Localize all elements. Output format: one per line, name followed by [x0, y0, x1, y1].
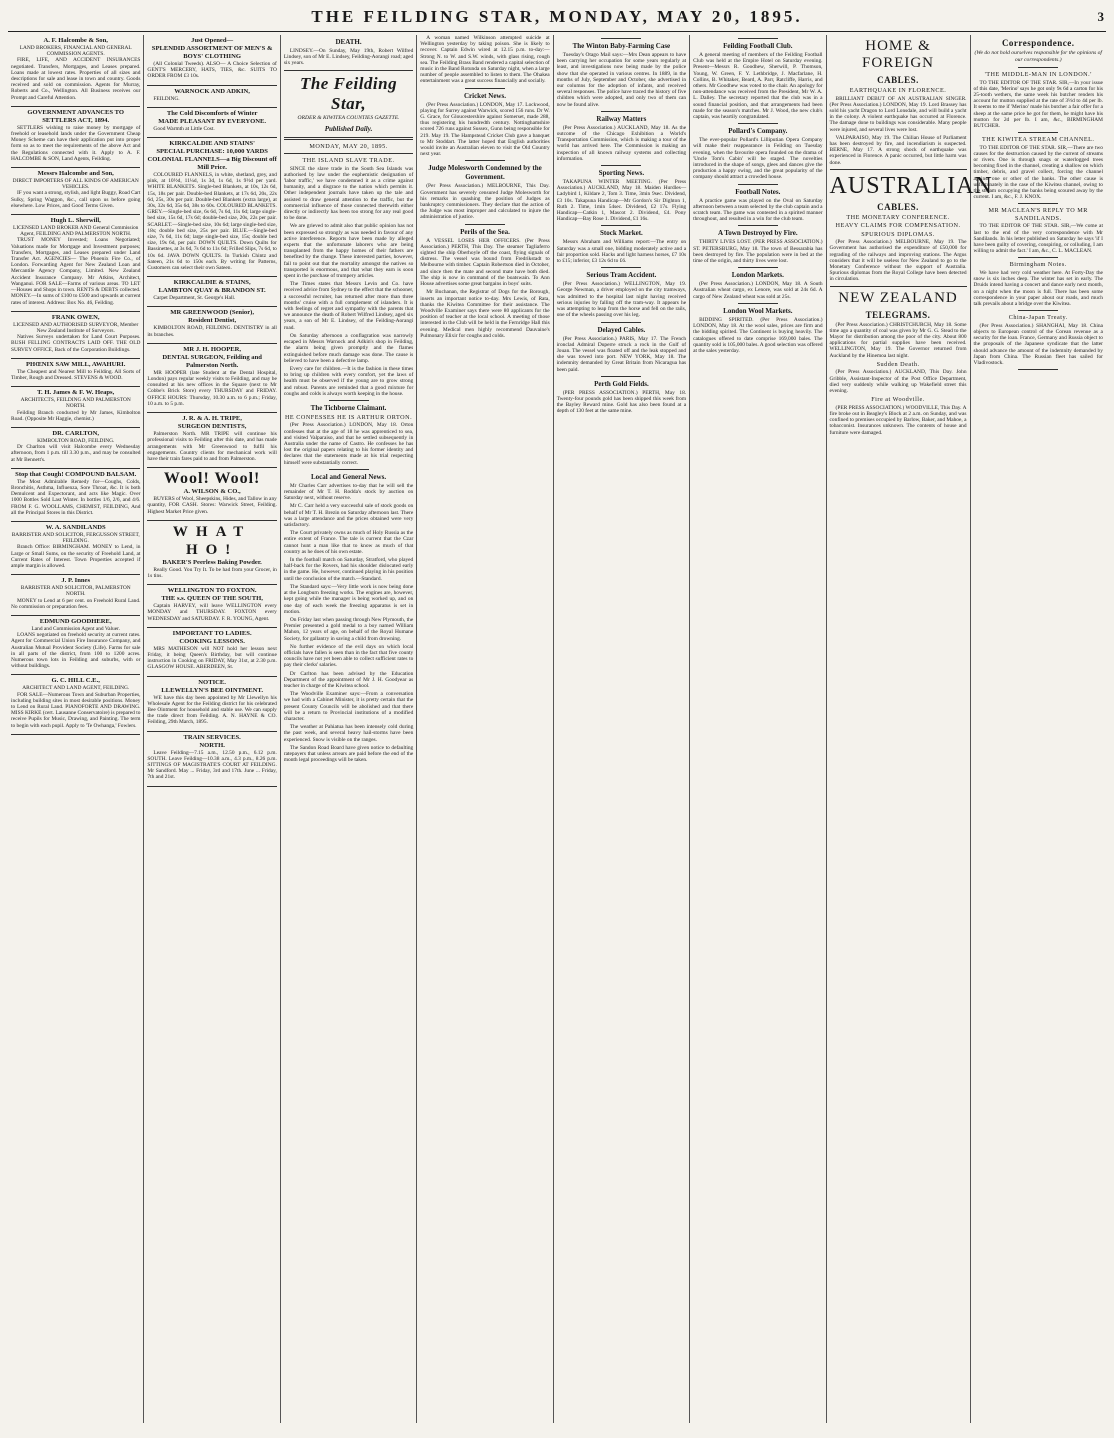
- divider: [601, 225, 641, 226]
- leader-paragraph: The Times states that Messrs Levin and Co. have received advice from Sydney to the effect that the schooner, a successful recruiter, has returned after more than three months' cruise with a full complement of islanders. It is with feelings of regret and sympathy with the parents that we announce the death of Robert Wilfred Lindsey, aged six years, a son of Mr E. Lindsey, of the Feilding-Aorangi road.: [283, 281, 414, 331]
- news-heading: Pollard's Company.: [728, 127, 788, 136]
- ad-body: MRS MATHESON will NOT hold her lesson next Friday, it being Queen's Birthday, but will continue instruction in Cooking on FRIDAY, May 31st, at 2.30 p.m. GLASGOW HOUSE. ABERDEEN, St.: [147, 645, 277, 671]
- news-text: A practice game was played on the Oval on Saturday afternoon between a team selected by the club captain and a scratch team. The game was contested in a spirited manner throughout, and resulted in a win for the club team.: [693, 197, 823, 223]
- home-foreign-heading: HOME & FOREIGN: [862, 38, 935, 71]
- ad-body: COLOURED FLANNELS, in white, shetland, grey, and pink, at 10½d, 11¼d, 1s 3d, 1s 6d, 1s 9½d per yard. WHITE BLANKETS. Single-bed Blankets, at 10s, 12s 6d, 15s, 18s per pair. Double-bed Blankets, at 17s 6d, 20s, 22s 6d, 25s, 30s per pair. Double-bed Blankets (extra large), at 30s, 32s 6d, 35s 6d, 38s to 60s. COLOURED BLANKETS. GREY.—Single-bed size, 6s 6d, 7s 6d, 11s 6d; large single-bed size, 15s 6d, 17s 6d; double-bed size, 20s, 22s per pair. SCARLET.—Single-bed size, 10s 6d; large single-bed size, 18s; double bed size, 25s per pair. BLUE.—Single-bed size, 7s 6d, 11s 6d; large single-bed size, 15s; double bed size, 19s 6d, per pair. DOWN QUILTS. Down Quilts for Bassinettes, at 3s 6d, 7s 6d to 11s 6d; Frilled Slips, 7s 6d, to 10s 6d. JAVA DOWN QUILTS. In Turkish Chintz and Sateen, 21s 6d to 150s each. By writing for Patterns, Customers can select their own Sateen.: [147, 172, 277, 272]
- divider: [738, 303, 778, 304]
- ad-body: BUYERS of Wool, Sheepskins, Hides, and Tallow in any quantity, FOR CASH. Stores: Warwick Street, Feilding. Highest Market Price given.: [147, 496, 277, 515]
- advertisement: [11, 168, 140, 215]
- ad-body: SETTLERS wishing to raise money by mortgage of freehold or leasehold lands under the Government Cheap Money Scheme can have their application put into proper form so as to meet the requirements of the above Act and the Regulations connected with it. Apply to A. F. HALCOMBE & SON, Land Agents, Feilding.: [11, 124, 141, 162]
- ad-subtitle: ARCHITECTS, FEILDING AND PALMERSTON NORTH.: [20, 397, 131, 410]
- local-news-paragraph: The weather at Pahiatua has been intensely cold during the past week, and several heavy hail-storms have been experienced. Snow is visible on the ranges.: [283, 724, 414, 743]
- ad-subtitle: LICENSED AND AUTHORISED SURVEYOR, Member New Zealand Institute of Surveyors.: [13, 321, 139, 334]
- divider: [601, 165, 641, 166]
- divider: [465, 160, 505, 161]
- divider: [284, 137, 413, 140]
- news-heading: Serious Tram Accident.: [586, 271, 657, 280]
- news-text: (Per Press Association.) WELLINGTON, May 19. George Newman, a driver employed on the city tramways, was admitted to the hospital last night having received serious injuries by falling off the tram-way. It appears he was attempting to leap from the horse and fell on the rails, one of the wheels passing over his leg.: [556, 281, 687, 319]
- ad-name: DR. CARLTON,: [52, 429, 100, 437]
- news-heading: Feilding Football Club.: [723, 42, 793, 50]
- news-text: Mr Buchanan, the Registrar of Dogs for the Borough, inserts an important notice to-day. Mrs Lewis, of Rata, thanks the Kiwitea Committee for their assistance. The Woodville Examiner says there were 80 applicants for the position of teacher at the local school. A meeting of those interested in the Club will be held in the Fernridge Hall this evening. Medical men highly recommend Dauvaine's Pulmonary Elixir for coughs and colds.: [420, 289, 550, 339]
- ad-name: FRANK OWEN,: [51, 313, 100, 321]
- ad-name: SURGEON DENTISTS,: [177, 423, 247, 431]
- ad-body: KIMBOLTON ROAD, FEILDING. DENTISTRY in all its branches.: [147, 325, 277, 338]
- columns: [8, 35, 1106, 1423]
- advertisement: [11, 387, 140, 428]
- letters: [974, 71, 1103, 370]
- advertisement: [11, 675, 140, 734]
- ad-heading: WELLINGTON TO FOXTON.: [167, 587, 257, 595]
- ad-name: THE s.s. QUEEN OF THE SOUTH,: [161, 595, 263, 603]
- cable-text: (Per Press Association.) AUCKLAND, This Day. John Gribble, Assistant-Inspector of the Post Office Department, died very suddenly while walking up Wakefield street this evening.: [829, 369, 967, 394]
- ad-subtitle: Land and Commission Agent and Valuer.: [31, 626, 120, 632]
- ad-body: FIRE, LIFE, AND ACCIDENT INSURANCES negotiated. Transfers, Mortgages, and Leases prepared. Loans made at lowest rates. Properties of all sizes and descriptions for sale and lease in town and country. Goods received and sold on commission. Agents for Murray, Roberts and Co., Wellington. All Business receives our Prompt and Careful Attention.: [11, 57, 141, 101]
- paper-subtitle: ORDER & KIWITEA COUNTIES GAZETTE.: [297, 114, 400, 121]
- ad-body: TRUST MONEY Invested; Loans Negotiated; Valuations made for Mortgage and Investment purposes; Transfers, Mortgages, and Leases prepared under Land Transfer Act. AGENCIES— The Phoenix Fire Co., of London. Forwarding Agent for New Zealand Loan and Mercantile Agency Company, Limited. New Zealand Accident Insurance Company. Mr Atkins, Architect, Wanganui. FOR SALE—Farms of various areas. TO LET—Houses and Shops in town. RENTS & DEBTS collected. MONEY.—In sums of £100 to £500 and upwards at current rates of interest. Address: Box No. 46, Feilding.: [11, 237, 141, 306]
- ad-subtitle: LAND BROKERS, FINANCIAL AND GENERAL COMMISSION AGENTS.: [19, 45, 132, 58]
- ad-body: IF you want a strong, stylish, and light Buggy, Road Cart Sulky, Spring Waggon, &c., call upon us before going elsewhere. Low Prices, and Good Terms Given.: [11, 190, 141, 209]
- masthead: [8, 6, 1106, 32]
- death-notice-heading: DEATH.: [335, 38, 362, 46]
- ad-body: Carpet Department, St. George's Hall.: [153, 295, 236, 302]
- leader-article: [284, 166, 413, 397]
- cable-heading: EARTHQUAKE IN FLORENCE.: [849, 87, 947, 94]
- ad-name: A. F. Halcombe & Son,: [43, 37, 108, 44]
- ad-heading: Wool! Wool!: [163, 470, 261, 488]
- ad-body: Good Warmth at Little Cost.: [153, 125, 215, 132]
- advertisement: [11, 312, 140, 359]
- new-zealand-heading: NEW ZEALAND: [838, 289, 958, 306]
- divider: [284, 153, 413, 154]
- ad-name: G. C. HILL C.E.,: [51, 677, 100, 685]
- ad-subtitle: BARRISTER AND SOLICITOR, PALMERSTON NORTH.: [20, 585, 131, 598]
- ad-body: Leave Feilding—7.15 a.m., 12.50 p.m., 6.12 p.m. SOUTH. Leave Feilding—10.38 a.m., 4.3 p.m., 8.26 p.m. SITTINGS OF MAGISTRATE'S COURT AT FEILDING. Mr Sandford. May ... Friday, 3rd and 17th. June ... Friday, 7th and 21st.: [147, 749, 277, 781]
- news-heading: Judge Molesworth Condemned by the Government.: [428, 164, 542, 182]
- news-text: TAKAPUNA WINTER MEETING. (Per Press Association.) AUCKLAND, May 18. Maiden Hurdles—Ladybird 1, Kildare 2, Tom 3. Time, 3min 9sec. Dividend, £3 10s. Takapuna Handicap—Mr Gordon's Sir Dighton 1, Ruth 2. Time, 1min 54sec. Dividend, £2 17s. Flying Handicap—Catkin 1, Mascot 2. Dividend, £4. Pony Handicap—Bay Rose 1. Dividend, £1 16s.: [556, 179, 687, 223]
- advertisement: [11, 428, 140, 469]
- news-text: THIRTY LIVES LOST. (PER PRESS ASSOCIATION.) ST. PETERSBURG, May 18. The town of Bessarabia has been destroyed by fire. The population were in bed at the time of the origin, and thirty lives were lost.: [693, 239, 823, 265]
- home-foreign-subheading: CABLES.: [877, 75, 919, 85]
- ad-name: GOVERNMENT ADVANCES TO SETTLERS ACT, 1894.: [27, 108, 125, 124]
- news-text: A woman named Wilkinson attempted suicide at Wellington yesterday by taking poison. She is likely to recover. Captain Edwin wired at 12.15 p.m. to-day:—Strong N. to W. and S.W. winds, with glass rising, rough sea. The Feilding Brass Band rendered a capital selection of music in the Band Rotunda on Saturday night, when a large number of people assembled to listen to them. The Ohakea entertainment was a great success financially and socially.: [420, 35, 550, 85]
- news-text: A general meeting of members of the Feilding Football Club was held at the Empire Hotel on Saturday evening. Present—Messrs R. Goodhew, Sherwill, P. Thomson, Young, W. Green, F. Y. Lethbridge, J. Macfarlane, H. Collins, B. Whitaker, Beard, A. Parr, Ratcliffe, Harris, and others. Mr Goodhew was voted to the chair. An apology for non-attendance was received from the President, Mr W. A. L. Dalley. The secretary reported that the club was in a sound financial position, and that arrangements had been made for the season's matches. Mr J. Wood, the new club's captain, was heartily congratulated.: [693, 52, 823, 121]
- ad-name: T. H. James & F. W. Heaps,: [37, 389, 115, 397]
- ad-subtitle: LICENSED LAND BROKER AND General Commission Agent, FEILDING AND PALMERSTON NORTH.: [13, 225, 139, 238]
- cable-text: (PER PRESS ASSOCIATION.) WOODVILLE, This Day. A fire broke out in Beagley's Block at 2 a.m. on Sunday, and was confined to premises occupied by Barlow, Baker, and Mahoe, a tobacconist. Insurances unknown. The contents of house and furniture were damaged.: [829, 404, 967, 436]
- cable-text: (Per Press Association.) CHRISTCHURCH, May 18. Some time ago a quantity of coal was given by Mr G. G. Stead to the Mayor for distribution among the poor of the city. About 800 applications for partial supplies have been received. WELLINGTON, May 19. The Governor returned from Auckland by the Hinemoa last night.: [829, 321, 967, 359]
- advertisement: [147, 35, 276, 86]
- ad-heading: KIRKCALDIE AND STAINS': [169, 140, 255, 148]
- advertisement: [147, 138, 276, 277]
- divider: [601, 267, 641, 268]
- local-news-paragraph: On Friday last when passing through New Plymouth, the Premier presented a gold medal to a boy named William Mahon, 12 years of age, on behalf of the Royal Humane Society, for gallantry in saving a child from drowning.: [283, 616, 414, 642]
- local-news: [284, 483, 413, 764]
- ad-name: BAKER'S Peerless Baking Powder.: [162, 558, 262, 566]
- masthead-title: THE FEILDING STAR, MONDAY, MAY 20, 1895.: [311, 7, 803, 26]
- advertisement: [147, 521, 276, 585]
- cable-heading: HEAVY CLAIMS FOR COMPENSATION.: [835, 222, 961, 230]
- cable-heading: SPURIOUS DIPLOMAS.: [861, 230, 935, 238]
- news-text: Messrs Abraham and Williams report:—The entry on Saturday was a small one, bidding moderately active and a fair proportion sold. Hacks and light harness horses, £7 10s to £15; inferior, £3 12s 6d to £6.: [556, 239, 687, 265]
- leader-paragraph: SINCE the slave trade in the South Sea Islands was authorised by law under the euphemistic designation of 'labor traffic,' we have condemned it as a crime against humanity, and a disgrace to the nation which permits it. Other independent journals have taken up the tale and assisted to draw general attention to the traffic, but the commercial influence of those connected therewith either directly or indirectly has been too strong for any real good to be done.: [283, 165, 414, 222]
- letter-heading: THE KIWITEA STREAM CHANNEL.: [981, 136, 1095, 144]
- ad-heading: J. R. & A. H. TRIPE,: [182, 415, 242, 423]
- correspondence-note: (We do not hold ourselves responsible for the opinions of our correspondents.): [974, 50, 1102, 63]
- local-news-paragraph: No further evidence of the evil days on which local officials have fallen is seen than in the fact that five county councils have not yet been able to collect sufficient rates to pay their clerks' salaries.: [283, 643, 414, 669]
- leader-heading: THE ISLAND SLAVE TRADE.: [302, 157, 395, 165]
- advertisement: [11, 215, 140, 312]
- advertisement: [11, 616, 140, 675]
- advertisement: [11, 35, 140, 107]
- divider: [1018, 310, 1058, 311]
- news-heading: London Markets.: [731, 271, 784, 280]
- ad-heading: TRAIN SERVICES.: [183, 733, 241, 741]
- advertisement: [147, 307, 276, 343]
- ad-body: MONEY to Lend at 6 per cent. on Freehold Rural Land. No commission or preparation fees.: [11, 597, 141, 610]
- divider: [738, 123, 778, 124]
- published-daily: Published Daily.: [324, 124, 373, 133]
- cable-heading: Fire at Woodville.: [871, 396, 925, 404]
- news-text: (PER PRESS ASSOCIATION.) PERTH, May 18. Twenty-four pounds gold has been shipped this week from the Bayley Reward mine. Gold has also been found at a depth of 130 feet at the same mine.: [556, 389, 687, 415]
- issue-date: MONDAY, MAY 20, 1895.: [309, 142, 388, 150]
- ad-name: Messrs Halcombe and Son,: [37, 170, 114, 178]
- tichborne-text: (Per Press Association.) LONDON, May 18. Orton confesses that at the age of 18 he was apprenticed to sea, and visited Valparaiso, and that he settled subsequently in Australia under the name of Castro. He confesses he has lost the original papers relating to his former identity and declares that the statements made at his trial respecting himself were substantially correct.: [283, 422, 414, 466]
- column-6-news: [690, 35, 826, 1423]
- divider: [465, 224, 505, 225]
- ad-body: FOR SALE—Numerous Town and Suburban Properties, including building sites in most desirable positions. Money to Lend on Rural Land. PIANOFORTE AND DRAWING. MISS KIRKE (cert. Lausanne Conservatoire) is prepared to receive Pupils for Music, Drawing, and Painting. The term to begin with each pupil. Apply to 'Te Owhanga,' Fowlers.: [11, 691, 141, 729]
- ad-heading: WHAT HO!: [172, 523, 252, 558]
- death-notice-text: LINDSEY.—On Sunday, May 19th, Robert Wilfred Lindsey, son of Mr E. Lindsey, Feilding-Aorangi road; aged six years.: [283, 48, 414, 67]
- ad-name: A. WILSON & CO.,: [183, 488, 241, 496]
- advertisement: [11, 522, 140, 575]
- advertisement: [147, 86, 276, 108]
- advertisement: [147, 628, 276, 677]
- column-2-advertisements: [144, 35, 280, 1423]
- ad-body: Captain HARVEY, will leave WELLINGTON every MONDAY and THURSDAY. FOXTON every WEDNESDAY and SATURDAY. F. R. YOUNG, Agent.: [147, 603, 277, 622]
- column-4-news: [417, 35, 553, 1423]
- divider: [738, 38, 778, 39]
- letter-text: (Per Press Association.) SHANGHAI, May 18. China objects to European control of the Corean revenue as a security for the loan. France, Germany and Russia object to the proposals of the Japanese syndicate that the latter should advance the amount of the indemnity demanded by Japan from China. The Russian fleet has sailed for Vladivostock.: [973, 322, 1103, 366]
- ad-subtitle: KIMBOLTON ROAD, FEILDING.: [37, 437, 115, 444]
- divider: [830, 286, 967, 287]
- advertisement: [147, 413, 276, 468]
- advertisement: [11, 107, 140, 168]
- cable-heading: Sudden Death.: [876, 360, 920, 368]
- ad-name: Stop that Cough! COMPOUND BALSAM.: [15, 470, 137, 478]
- divider: [284, 70, 413, 71]
- news-heading: Perils of the Sea.: [460, 227, 510, 236]
- advertisement: [147, 732, 276, 787]
- divider: [830, 169, 967, 170]
- ad-name: NORTH.: [199, 741, 225, 749]
- tichborne-heading: The Tichborne Claimant.: [310, 403, 387, 412]
- column-7-cables: [827, 35, 993, 1423]
- advertisement: [147, 677, 276, 732]
- letter-text: TO THE EDITOR OF THE STAR. SIR,—In your issue of this date, 'Merino' says he got only 9s 6d a carton for his 25-tooth wethers, the same week his butcher renders his account for mutton supplied at the rate of 3½d to 4d per lb. It seems to me if 'Merino' made his butcher a fair offer for a sheep at the same price he got for them, he might have his mutton for 2d per lb. I am, &c., BIRMINGHAM BUTCHER.: [973, 79, 1103, 129]
- ad-heading: Just Opened—: [191, 37, 234, 44]
- australian-items: [830, 214, 967, 283]
- cable-text: VALPARAISO, May 19. The Chilian House of Parliament has been destroyed by fire, and incendiarism is suspected. BERNE, May 17. A strong shock of earthquake was experienced in Florence. A panic occurred, but little harm was done.: [829, 134, 967, 166]
- ad-body: Really Good. You Try It. To be had from your Grocer, in 1s tins.: [147, 566, 277, 579]
- divider: [1018, 203, 1058, 204]
- divider: [465, 88, 505, 89]
- news-text: Tuesday's Otago Mail says:—Mrs Dean appears to have been carrying her occupation for some years regularly at least, and investigations now being made by the police show that she operated in various centres. In 1889, in the months of July, September and October, she advertised in our columns for the adoption of infants, and received several responses. The police have traced the history of five children which were adopted, and only two of them can now be found alive.: [556, 52, 687, 108]
- ad-name: SPECIAL PURCHASE: 10,000 YARDS COLONIAL FLANNELS—a Big Discount off Mill Price.: [147, 148, 277, 172]
- divider: [738, 225, 778, 226]
- ad-body: MR HOOPER (late Student at the Dental Hospital, London) pays regular weekly visits to Feilding, and may be consulted at his new offices in the Square (next to Mr Cobbe's Brick Store) every THURSDAY and FRIDAY. OFFICE HOURS: Thursday, 10.30 a.m. to 6 p.m.; Friday, 10 a.m. to 5 p.m.: [147, 369, 277, 407]
- divider: [738, 267, 778, 268]
- ad-subtitle: DIRECT IMPORTERS OF ALL KINDS OF AMERICAN VEHICLES.: [12, 178, 139, 191]
- letter-text: TO THE EDITOR OF THE STAR. SIR,—We come at last to the end of the very correspondence with Mr Sandilands. In his letter published on Saturday he says 'if I have been guilty of covering, conspiring, or colluding, I am willing to admit the fact.' I am, &c., C. L. MACLEAN.: [973, 223, 1103, 255]
- ad-name: Hugh L. Sherwill,: [50, 217, 101, 225]
- local-news-heading: Local and General News.: [311, 472, 387, 481]
- ad-body: Dr Charlton will visit Halcombe every Wednesday afternoon, from 1 p.m. till 3.30 p.m., and may be consulted at Mr Bennett's.: [11, 444, 141, 463]
- divider: [601, 111, 641, 112]
- newspaper-page: [8, 6, 1106, 1424]
- ad-name: W. A. SANDILANDS: [45, 523, 106, 531]
- letter-heading: Birmingham Notes.: [1009, 261, 1067, 269]
- advertisement: [147, 585, 276, 628]
- ad-name: J. P. Innes: [61, 577, 91, 585]
- page-number: 3: [1097, 9, 1104, 24]
- news-heading: Sporting News.: [598, 169, 645, 178]
- divider: [1018, 369, 1058, 370]
- column-5-news: [554, 35, 690, 1423]
- new-zealand-items: [830, 322, 967, 436]
- ad-heading: IMPORTANT TO LADIES.: [172, 629, 252, 637]
- cable-heading: THE MONETARY CONFERENCE.: [846, 213, 950, 221]
- ad-name: COOKING LESSONS.: [179, 637, 245, 645]
- news-text: (Per Press Association.) PARIS, May 17. The French ironclad Admiral Duperre struck a rock in the Gulf of Jouan. The vessel was floated off and the leak stopped and she was towed into port. NEW YORK, May 18. The indemnity demanded by Great Britain from Nicaragua has been paid.: [556, 335, 687, 373]
- divider: [601, 322, 641, 323]
- news-text: A VESSEL LOSES HER OFFICERS. (Per Press Association.) PERTH, This Day. The steamer Tagliaferro sighted the ship Oberhoyle off the coast, flying signals of distress. The vessel was bound from Fredrikstadt to Melbourne with timber. Captain Robertson died in October, and since then the mate and second mate have both died. The ship is now in command of the boatswain. To Ann House advertises some great bargains in boys' suits.: [420, 237, 550, 288]
- ad-name: Resident Dentist,: [188, 317, 237, 325]
- local-news-paragraph: In the football match on Saturday, Stratford, who played half-back for the Rovers, had his shoulder dislocated early in the game. He, however, continued playing in his position until the conclusion of the match.—Standard.: [283, 557, 414, 582]
- advertisement: [147, 108, 276, 138]
- news-heading: Stock Market.: [600, 229, 643, 238]
- leader-paragraph: We are grieved to admit also that public opinion has not been expressed so strongly as was needed in favour of any active interference. Reports have been made by alleged experts that the unfortunate laborers who are being transplanted from the happy homes of their fathers are benefited by the change. These interested parties, however, fail to point out that the mortality amongst the natives so transported is enormous, and that what they earn is soon spent in the purchase of trumpery articles.: [283, 223, 414, 280]
- divider: [1018, 257, 1058, 258]
- ad-name: EDMUND GOODHERE,: [39, 618, 112, 625]
- news-heading: Football Notes.: [735, 187, 781, 196]
- local-news-paragraph: The Sandon Road Board have given notice to defaulting ratepayers that unless arrears are paid before the end of the month legal proceedings will be taken.: [283, 744, 414, 764]
- ad-body: FEILDING.: [153, 95, 180, 102]
- ad-body: Branch Office: BIRMINGHAM. MONEY to Lend, in Large or Small Sums, on the security of Freehold Land, at Current Rates of Interest. Town Properties accepted if ample margin is allowed.: [11, 544, 141, 569]
- letter-heading: China-Japan Treaty.: [1008, 314, 1068, 322]
- letter-heading: MR MACLEAN'S REPLY TO MR SANDILANDS.: [988, 207, 1088, 222]
- australian-heading: AUSTRALIAN: [829, 172, 993, 199]
- divider: [601, 38, 641, 39]
- news-text: (Per Press Association.) LONDON, May 18. A South Australian wheat cargo, ex Lenore, was sold at 24s 6d. A cargo of New Zealand wheat was sold at 25s.: [693, 281, 823, 300]
- ad-name: WARNOCK AND ADKIN,: [174, 87, 250, 95]
- ad-body: Natives Surveys undertaken for Land Court Purposes. BUSH FELLING CONTRACTS LAID OFF. THE OLD SURVEY OFFICE, Back of the Corporation Buildings.: [11, 334, 141, 353]
- leader-paragraph: On Saturday afternoon a conflagration was narrowly escaped in Messrs Warnock and Adkin's shop in Feilding, the alarm being given promptly and the flames extinguished before much damage was done. The cause is believed to have been a defective lamp.: [283, 332, 414, 364]
- ad-name: LAMBTON QUAY & BRANDON ST.: [158, 287, 266, 295]
- divider: [329, 469, 369, 470]
- advertisement: [147, 468, 276, 521]
- local-news-paragraph: Mr C. Carr held a very successful sale of stock goods on behalf of Mr T. H. Brezin on Saturday afternoon last. There was a large attendance and the prices obtained were very satisfactory.: [283, 503, 414, 529]
- ad-body: The Most Admirable Remedy for—Coughs, Colds, Bronchitis, Asthma, Influenza, Sore Throat, &c. It is both Demulcent and Expectorant, and acts like Magic. Over 1000 Bottles Sold Last Winter. In bottles 1/6, 2/6, and 4/6. FROM F. G. WOOLLAMS, CHEMIST, FEILDING, And all the Principal Stores in this District.: [11, 478, 141, 516]
- ad-subtitle: ARCHITECT AND LAND AGENT, FEILDING.: [22, 685, 130, 692]
- divider: [738, 184, 778, 185]
- cable-text: (Per Press Association.) MELBOURNE, May 19. The Government has authorised the expenditure of £50,000 for regrading of the railways and improving stations. The Argus considers that it will be useless for New Zealand to go to the Monetary Conference without the support of Australia. Spurious diplomas from the Royal College have been detected in circulation.: [829, 239, 967, 283]
- advertisement: [11, 469, 140, 522]
- local-news-paragraph: The Woodville Examiner says:—From a conversation we had with a Cabinet Minister, it is pretty certain that the present County Councils will be abolished and that there will be a return to Provincial institutions of a modified character.: [283, 691, 414, 722]
- advertisement: [147, 344, 276, 413]
- news-text: (Per Press Association.) AUCKLAND, May 18. As the outcome of the Chicago Exhibition a World's Transportation Commission, which is making a tour of the world has arrived here. The Commission is making an inspection of all known railway systems and collecting information.: [556, 124, 687, 162]
- ad-body: LOANS negotiated on freehold security at current rates. Agent for Commercial Union Fire Insurance Company, and Australian Mutual Provident Society (Life). Farms for sale in all parts of the district, from 100 to 1200 acres. Numerous town lots in Feilding and suburbs, with or without buildings.: [11, 632, 141, 670]
- divider: [601, 376, 641, 377]
- column-3-editorial: [281, 35, 417, 1423]
- divider: [1018, 132, 1058, 133]
- divider: [329, 400, 369, 401]
- divider: [1018, 67, 1058, 68]
- letter-heading: 'THE MIDDLE-MAN IN LONDON.': [984, 71, 1092, 78]
- ad-name: PHŒNIX SAW MILL, AWAHURI.: [26, 360, 126, 368]
- news-heading: London Wool Markets.: [723, 306, 793, 315]
- paper-title: The Feilding Star,: [299, 73, 398, 113]
- new-zealand-subheading: TELEGRAMS.: [865, 309, 931, 320]
- ad-subtitle: BARRISTER AND SOLICITOR, FERGUSSON STREET, FEILDING.: [11, 531, 140, 545]
- ad-heading: NOTICE.: [198, 678, 226, 686]
- ad-heading: MR J. H. HOOPER,: [183, 345, 242, 353]
- advertisement: [11, 359, 140, 387]
- news-text: (Per Press Association.) MELBOURNE, This Day. Government has severely censured Judge Molesworth for his remarks in quashing the position of Judges as bankruptcy commissioners. They declare that the action of the Judge was most improper and calculated to injure the administration of justice.: [420, 183, 550, 221]
- news-heading: Railway Matters: [596, 114, 647, 123]
- news-heading: A Town Destroyed by Fire.: [717, 229, 798, 238]
- home-foreign-items: [830, 87, 967, 166]
- cable-text: BRILLIANT DEBUT OF AN AUSTRALIAN SINGER. (Per Press Association.) LONDON, May 19. Lord Brassey has sold his yacht Dragon to Lord Lonsdale, and will build a yacht in the colony. A violent earthquake has occurred at Florence. The damage done to buildings was considerable. Many people were injured, and several lives were lost.: [829, 95, 967, 133]
- column-8-correspondence: [971, 35, 1106, 1423]
- news-heading: Delayed Cables.: [597, 325, 646, 334]
- ad-body: WE have this day been appointed by Mr Llewellyn his Wholesale Agent for the Feilding district for his celebrated Bee Ointment for household and stable use. We can supply the trade direct from Feilding. A. N. HAYNE & CO. Feilding, 29th March, 1895.: [147, 694, 277, 726]
- ad-body: The Cheapest and Nearest Mill to Feilding. All Sorts of Timber, Rough and Dressed. STEVENS & WOOD.: [11, 368, 141, 381]
- leader-paragraph: Every care for children.—It is the fashion in these times to bring up children with every comfort, yet the laws of health must be observed if the young are to grow strong and robust. Parents are reminded that a good mixture for coughs and colds is always worth keeping in the house.: [283, 365, 414, 397]
- ad-name: DENTAL SURGEON, Feilding and Palmerston North.: [162, 353, 262, 369]
- ad-name: LLEWELLYN'S BEE OINTMENT.: [161, 686, 263, 694]
- news-text: The ever-popular Pollard's Lilliputian Opera Company will make their reappearance in Feilding on Tuesday evening, when the favourite opera founded on the drama of 'Uncle Tom's Cabin' will be staged. The novelties introduced in the shape of songs, glees and dances give the production a happy swing, and the great popularity of the company should attract a crowded house.: [693, 137, 823, 181]
- correspondence-heading: Correspondence.: [1001, 38, 1075, 48]
- ad-body: (All Colonial Tweeds). ALSO— A Choice Selection of GENT'S MERCERY, HATS, TIES, &c. SUITS TO ORDER FROM £3 10s.: [147, 61, 277, 80]
- tichborne-subheading: HE CONFESSES HE IS ARTHUR ORTON.: [284, 413, 413, 421]
- ad-heading: The Cold Discomforts of Winter: [166, 109, 258, 117]
- local-news-paragraph: The Standard says:—Very little work is now being done at the Longburn freezing works. The engines are, however, kept going while the manager is being worked up, and on one day of each week the freezing apparatus is set in motion.: [283, 583, 414, 615]
- column-1-advertisements: [8, 35, 144, 1423]
- australian-subheading: CABLES.: [877, 201, 919, 212]
- news-heading: The Winton Baby-Farming Case: [572, 42, 671, 50]
- ad-body: Palmerston North. MR TRIPE will continue his professional visits to Feilding after this date, and has made arrangements with Mr Greenwood to fulfil his engagements. Country clients for mechanical work will have their train fares paid to and from Palmerston.: [147, 431, 277, 462]
- advertisement: [147, 277, 276, 307]
- advertisement: [11, 575, 140, 616]
- news-text: (Per Press Association.) LONDON, May 17. Lockwood, playing for Surrey against Warwick, scored 156 runs. Dr W. G. Grace, for Gloucestershire against Somerset, made 288, thus registering his hundredth century. Nottinghamshire scored 726 runs against Sussex, Gunn being responsible for 219. May 19. The Hampstead Cricket Club gave a banquet to Mr Stoddart. The latter hoped that English authorities would invite an Australian eleven to visit the Old Country next year.: [420, 101, 550, 158]
- ad-name: MADE PLEASANT BY EVERYONE.: [158, 117, 267, 125]
- ad-body: Feilding Branch conducted by Mr James, Kimbolton Road. (Opposite Mr Haggie, chemist.): [11, 409, 141, 422]
- news-heading: Perth Gold Fields.: [594, 379, 649, 388]
- local-news-paragraph: Dr Carlton has been advised by the Education Department of the appointment of Mr J. H. Goodyear as teacher in charge of the Kiwitea school.: [283, 670, 414, 689]
- ad-heading: KIRKCALDIE & STAINS,: [173, 279, 251, 287]
- local-news-paragraph: The Court privately owns as much of Holy Russia as the entire extent of France. The tale is current that the Czar cannot hunt a man like that to know as much of that country as he does of his own estate.: [283, 530, 414, 555]
- news-heading: Cricket News.: [463, 91, 506, 100]
- ad-heading: MR GREENWOOD (Senior),: [170, 309, 254, 317]
- letter-text: We have had very cold weather here. At Forty-Day the snow is six inches deep. The winter has set in early. The Druids intend having a concert and dance early next month, on a night when the moon is full. There has been some correspondence in your paper about our roads, and much talk prevails about a bridge over the Kiwitea.: [973, 269, 1103, 307]
- letter-text: TO THE EDITOR OF THE STAR. SIR,—There are two causes for the destruction caused by the current of streams or rivers. One is through snags or waterlogged trees becoming fixed in the channel, creating a shallow on which timber, debris, and gravel collect, forcing the channel against one or other of the banks. The other cause is unfortunately in the case of the Kiwitea channel, owing to the stream occupying the banks being scoured away by the current. I am, &c., F. J. KNOX.: [973, 144, 1103, 201]
- ad-name: SPLENDID ASSORTMENT OF MEN'S & BOYS' CLOTHING: [151, 45, 273, 60]
- news-text: BIDDING SPIRITED. (Per Press Association.) LONDON, May 18. At the wool sales, prices are firm and the bidding spirited. The Continent is buying heavily. The catalogues offered to date comprise 169,000 bales. The quantity sold is 105,000 bales. A good selection was offered at the sales yesterday.: [693, 316, 823, 354]
- local-news-paragraph: Mr Charles Carr advertises to-day that he will sell the remainder of Mr T. H. Rodda's stock by auction on Saturday next, without reserve.: [283, 482, 414, 502]
